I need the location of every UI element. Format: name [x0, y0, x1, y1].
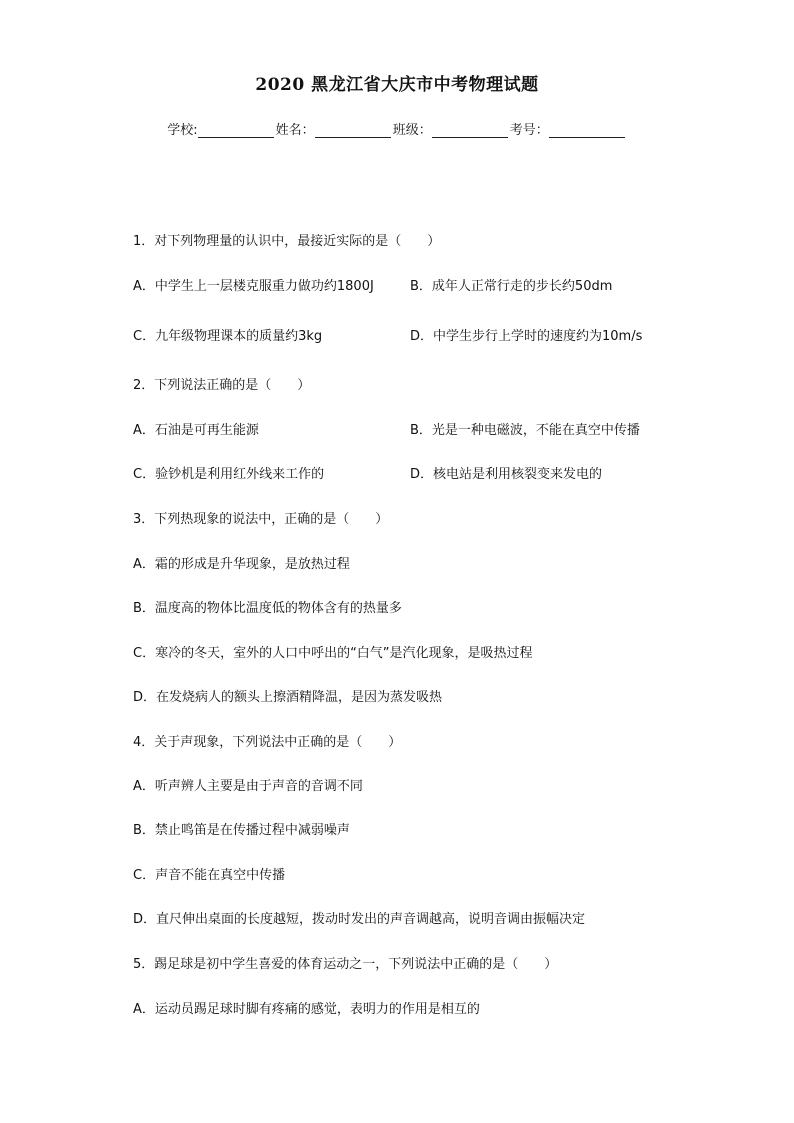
question-2-option-a: A．石油是可再生能源: [133, 423, 259, 438]
question-3-stem: 3．下列热现象的说法中，正确的是（ ）: [133, 512, 389, 527]
class-blank: [432, 123, 508, 138]
question-4-option-d: D．直尺伸出桌面的长度越短，拨动时发出的声音调越高，说明音调由振幅决定: [133, 912, 586, 927]
question-4-option-c: C．声音不能在真空中传播: [133, 868, 286, 883]
exam-number-field: [510, 119, 627, 138]
question-3-option-d: D．在发烧病人的额头上擦酒精降温，是因为蒸发吸热: [133, 690, 443, 705]
question-4-stem: 4．关于声现象，下列说法中正确的是（ ）: [133, 735, 402, 750]
name-blank: [315, 123, 391, 138]
question-5-option-a: A．运动员踢足球时脚有疼痛的感觉，表明力的作用是相互的: [133, 1002, 480, 1017]
question-4-option-b: B．禁止鸣笛是在传播过程中减弱噪声: [133, 823, 350, 838]
question-3-option-c: C．寒冷的冬天，室外的人口中呼出的“白气”是汽化现象，是吸热过程: [133, 646, 533, 661]
exam-number-label: 考号：: [509, 123, 549, 138]
name-field: [276, 119, 393, 138]
question-2-option-d: D．核电站是利用核裂变来发电的: [410, 467, 603, 482]
name-label: 姓名：: [275, 123, 315, 138]
question-1-stem: 1．对下列物理量的认识中，最接近实际的是（ ）: [133, 234, 441, 249]
question-1-option-d: D．中学生步行上学时的速度约为10m/s: [410, 329, 643, 344]
class-label: 班级：: [392, 123, 432, 138]
question-2-stem: 2．下列说法正确的是（ ）: [133, 378, 311, 393]
question-1-option-a: A．中学生上一层楼克服重力做功约1800J: [133, 279, 374, 294]
class-field: [393, 119, 510, 138]
question-2-option-c: C．验钞机是利用红外线来工作的: [133, 467, 325, 482]
question-2-option-b: B．光是一种电磁波，不能在真空中传播: [410, 423, 640, 438]
question-3-option-b: B．温度高的物体比温度低的物体含有的热量多: [133, 601, 402, 616]
question-1-option-c: C．九年级物理课本的质量约3kg: [133, 329, 323, 344]
question-4-option-a: A．听声辨人主要是由于声音的音调不同: [133, 779, 363, 794]
student-info-row: [0, 119, 794, 138]
document-title: 2020 黑龙江省大庆市中考物理试题: [255, 75, 539, 95]
question-1-option-b: B．成年人正常行走的步长约50dm: [410, 279, 613, 294]
school-blank: [198, 123, 274, 138]
exam-number-blank: [549, 123, 625, 138]
question-5-stem: 5．踢足球是初中学生喜爱的体育运动之一，下列说法中正确的是（ ）: [133, 957, 558, 972]
school-label: 学校:: [167, 123, 198, 138]
question-3-option-a: A．霜的形成是升华现象，是放热过程: [133, 557, 350, 572]
school-field: [167, 119, 275, 138]
